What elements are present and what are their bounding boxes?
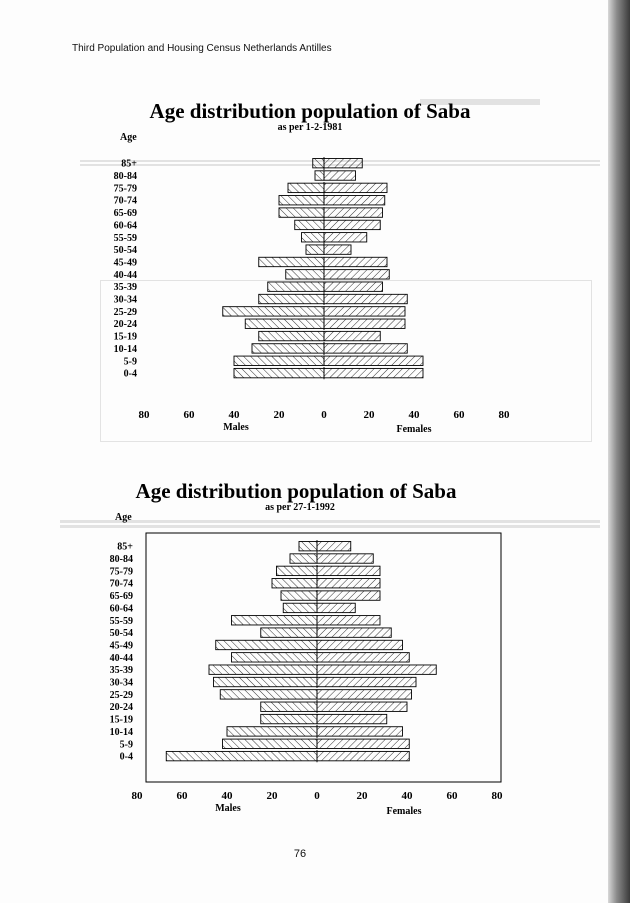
males-label: Males: [215, 803, 241, 814]
female-bar: [324, 270, 389, 279]
age-group-label: 10-14: [109, 726, 133, 738]
age-group-label: 35-39: [109, 665, 133, 677]
age-group-label: 30-34: [113, 294, 137, 306]
male-bar: [295, 220, 324, 229]
chart-subtitle: as per 27-1-1992: [265, 502, 335, 513]
male-bar: [234, 356, 324, 365]
age-group-label: 40-44: [109, 652, 133, 664]
females-label: Females: [396, 424, 432, 435]
chart-title: Age distribution population of Saba: [149, 99, 471, 123]
x-tick-label: 20: [356, 790, 368, 802]
running-header: Third Population and Housing Census Netherlands Antilles: [72, 43, 332, 54]
age-group-label: 70-74: [109, 578, 133, 590]
age-group-label: 0-4: [123, 368, 137, 380]
female-bar: [317, 554, 373, 563]
female-bar: [324, 307, 405, 316]
female-bar: [324, 368, 423, 377]
x-tick-label: 40: [221, 790, 233, 802]
male-bar: [315, 171, 324, 180]
age-group-label: 10-14: [113, 343, 137, 355]
male-bar: [306, 245, 324, 254]
female-bar: [317, 640, 403, 649]
x-tick-label: 0: [321, 409, 327, 421]
female-bar: [317, 714, 387, 723]
x-tick-label: 80: [138, 409, 150, 421]
chart-subtitle: as per 1-2-1981: [277, 122, 343, 133]
age-group-label: 45-49: [113, 257, 137, 269]
age-group-label: 20-24: [113, 319, 137, 331]
pyramid-chart-1992: [110, 479, 503, 817]
age-group-label: 0-4: [119, 751, 133, 763]
age-group-label: 5-9: [123, 356, 137, 368]
x-tick-label: 80: [131, 790, 143, 802]
age-group-label: 65-69: [109, 591, 133, 603]
female-bar: [317, 739, 409, 748]
age-group-label: 40-44: [113, 269, 137, 281]
male-bar: [259, 331, 324, 340]
female-bar: [324, 171, 356, 180]
male-bar: [234, 368, 324, 377]
x-tick-label: 60: [183, 409, 195, 421]
male-bar: [279, 208, 324, 217]
age-group-label: 25-29: [113, 306, 137, 318]
female-bar: [324, 196, 385, 205]
female-bar: [317, 566, 380, 575]
male-bar: [209, 665, 317, 674]
male-bar: [277, 566, 318, 575]
female-bar: [317, 690, 412, 699]
page-edge-shadow: [608, 0, 630, 903]
male-bar: [302, 233, 325, 242]
age-group-label: 50-54: [113, 245, 137, 257]
male-bar: [214, 677, 318, 686]
x-tick-label: 60: [446, 790, 458, 802]
male-bar: [283, 603, 317, 612]
chart-title: Age distribution population of Saba: [135, 479, 457, 503]
female-bar: [317, 751, 409, 760]
female-bar: [324, 220, 380, 229]
age-group-label: 30-34: [109, 677, 133, 689]
x-tick-label: 60: [176, 790, 188, 802]
female-bar: [324, 158, 362, 167]
female-bar: [317, 579, 380, 588]
age-group-label: 85+: [117, 541, 133, 553]
male-bar: [220, 690, 317, 699]
male-bar: [252, 344, 324, 353]
male-bar: [216, 640, 317, 649]
pyramid-chart-1981: [114, 99, 510, 435]
male-bar: [313, 158, 324, 167]
male-bar: [223, 307, 324, 316]
female-bar: [324, 183, 387, 192]
male-bar: [245, 319, 324, 328]
age-group-label: 25-29: [109, 689, 133, 701]
female-bar: [324, 257, 387, 266]
male-bar: [261, 714, 317, 723]
male-bar: [286, 270, 324, 279]
female-bar: [324, 208, 383, 217]
age-group-label: 15-19: [109, 714, 133, 726]
age-group-label: 80-84: [113, 171, 137, 183]
female-bar: [317, 653, 409, 662]
female-bar: [324, 282, 383, 291]
male-bar: [279, 196, 324, 205]
x-tick-label: 80: [491, 790, 503, 802]
female-bar: [324, 344, 407, 353]
female-bar: [324, 319, 405, 328]
age-group-label: 5-9: [119, 739, 133, 751]
age-group-label: 80-84: [109, 554, 133, 566]
x-tick-label: 0: [314, 790, 320, 802]
male-bar: [268, 282, 324, 291]
female-bar: [317, 702, 407, 711]
male-bar: [259, 257, 324, 266]
age-group-label: 35-39: [113, 282, 137, 294]
male-bar: [272, 579, 317, 588]
age-group-label: 55-59: [109, 615, 133, 627]
female-bar: [317, 591, 380, 600]
male-bar: [232, 653, 318, 662]
age-group-label: 70-74: [113, 195, 137, 207]
female-bar: [317, 665, 436, 674]
age-group-label: 65-69: [113, 208, 137, 220]
male-bar: [290, 554, 317, 563]
x-tick-label: 20: [266, 790, 278, 802]
x-tick-label: 40: [401, 790, 413, 802]
age-group-label: 60-64: [109, 603, 133, 615]
age-axis-label: Age: [115, 512, 132, 523]
male-bar: [288, 183, 324, 192]
female-bar: [317, 727, 403, 736]
x-tick-label: 80: [498, 409, 510, 421]
age-group-label: 55-59: [113, 232, 137, 244]
age-group-label: 50-54: [109, 628, 133, 640]
male-bar: [299, 541, 317, 550]
age-group-label: 20-24: [109, 702, 133, 714]
bleed-through: ▬▬▬▬▬▬: [0, 0, 630, 903]
x-tick-label: 40: [408, 409, 420, 421]
age-group-label: 85+: [121, 158, 137, 170]
male-bar: [281, 591, 317, 600]
female-bar: [317, 541, 351, 550]
male-bar: [227, 727, 317, 736]
female-bar: [324, 331, 380, 340]
females-label: Females: [386, 806, 422, 817]
age-group-label: 60-64: [113, 220, 137, 232]
female-bar: [317, 616, 380, 625]
age-axis-label: Age: [120, 132, 137, 143]
male-bar: [223, 739, 318, 748]
age-group-label: 15-19: [113, 331, 137, 343]
female-bar: [324, 233, 367, 242]
female-bar: [324, 356, 423, 365]
male-bar: [261, 702, 317, 711]
female-bar: [317, 603, 355, 612]
female-bar: [317, 628, 391, 637]
x-tick-label: 20: [363, 409, 375, 421]
page-number: 76: [293, 848, 307, 860]
male-bar: [166, 751, 317, 760]
age-group-label: 75-79: [113, 183, 137, 195]
female-bar: [324, 294, 407, 303]
female-bar: [324, 245, 351, 254]
age-group-label: 75-79: [109, 566, 133, 578]
x-tick-label: 60: [453, 409, 465, 421]
males-label: Males: [223, 422, 249, 433]
male-bar: [259, 294, 324, 303]
male-bar: [261, 628, 317, 637]
male-bar: [232, 616, 318, 625]
age-group-label: 45-49: [109, 640, 133, 652]
female-bar: [317, 677, 416, 686]
x-tick-label: 20: [273, 409, 285, 421]
x-tick-label: 40: [228, 409, 240, 421]
